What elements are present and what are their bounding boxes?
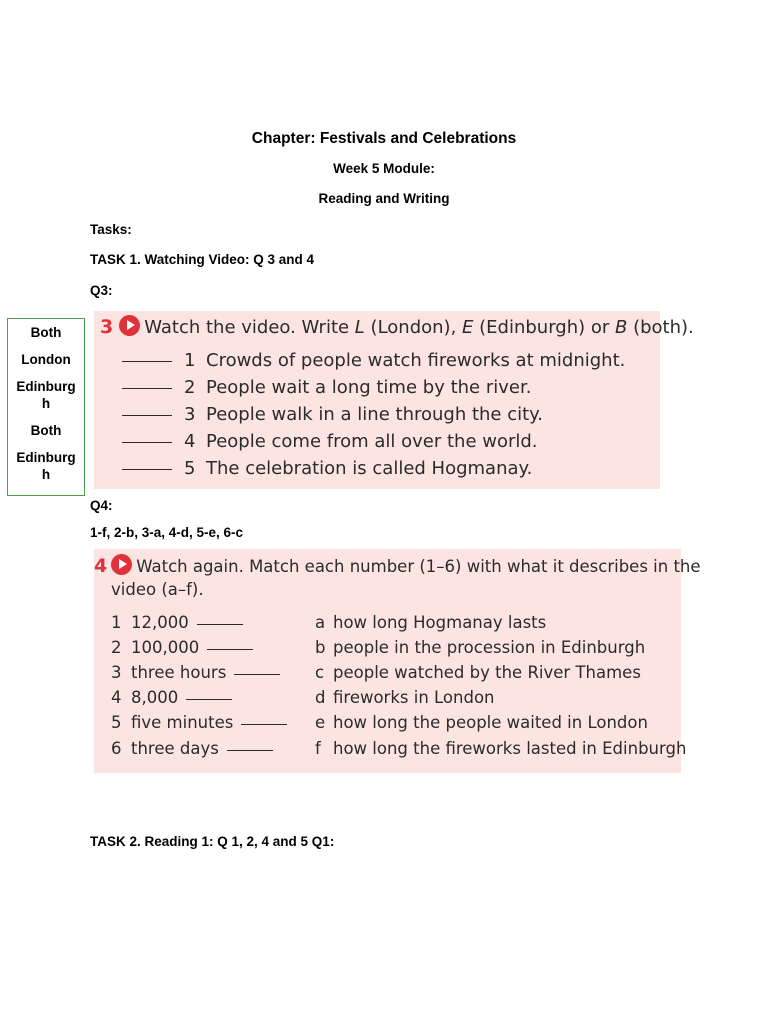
q4-answers: 1-f, 2-b, 3-a, 4-d, 5-e, 6-c xyxy=(90,525,244,540)
q3-item: 1 Crowds of people watch fireworks at midnight. xyxy=(122,350,625,371)
q4-number-item: 5 five minutes xyxy=(111,713,287,732)
skill-title: Reading and Writing xyxy=(318,191,450,206)
q4-number-item: 2 100,000 xyxy=(111,638,253,657)
answer-box xyxy=(7,318,85,496)
q4-label: Q4: xyxy=(90,498,113,513)
answer-blank xyxy=(122,388,172,389)
play-icon xyxy=(119,315,140,336)
answer-blank xyxy=(234,674,280,675)
q4-description-item: a how long Hogmanay lasts xyxy=(315,613,547,632)
module-title: Week 5 Module: xyxy=(333,161,435,176)
answer-blank xyxy=(207,649,253,650)
answer-blank xyxy=(241,724,287,725)
q3-item: 4 People come from all over the world. xyxy=(122,431,538,452)
answer-5: Edinburg h xyxy=(16,450,76,482)
answer-2: London xyxy=(21,352,71,367)
q4-instruction: 4 Watch again. Match each number (1–6) with what it describes in the xyxy=(94,555,701,577)
answer-blank xyxy=(122,415,172,416)
chapter-title: Chapter: Festivals and Celebrations xyxy=(251,130,517,147)
q4-description-item: e how long the people waited in London xyxy=(315,713,648,732)
q3-label: Q3: xyxy=(90,283,113,298)
answer-blank xyxy=(186,699,232,700)
q3-item: 3 People walk in a line through the city. xyxy=(122,404,543,425)
play-icon xyxy=(111,554,132,575)
q3-item: 5 The celebration is called Hogmanay. xyxy=(122,458,532,479)
answer-blank xyxy=(122,442,172,443)
q4-number-item: 3 three hours xyxy=(111,663,280,682)
task2-label: TASK 2. Reading 1: Q 1, 2, 4 and 5 Q1: xyxy=(90,834,335,849)
answer-4: Both xyxy=(30,423,62,438)
q4-instruction-line2: video (a–f). xyxy=(111,580,204,599)
q4-number-item: 4 8,000 xyxy=(111,688,232,707)
q3-number: 3 xyxy=(100,316,114,338)
answer-blank xyxy=(197,624,243,625)
q4-description-item: b people in the procession in Edinburgh xyxy=(315,638,646,657)
q4-number: 4 xyxy=(94,555,108,577)
q3-exercise-panel xyxy=(94,311,694,489)
q4-number-item: 6 three days xyxy=(111,739,273,758)
q3-instruction: 3 Watch the video. Write L (London), E (Edinburgh) or B (both). xyxy=(100,316,694,338)
q4-number-item: 1 12,000 xyxy=(111,613,243,632)
answer-blank xyxy=(122,361,172,362)
q4-description-item: c people watched by the River Thames xyxy=(315,663,641,682)
q4-description-item: f how long the fireworks lasted in Edinburgh xyxy=(315,739,687,758)
q4-exercise-panel xyxy=(94,549,701,773)
answer-1: Both xyxy=(30,325,62,340)
answer-3: Edinburg h xyxy=(16,379,76,411)
answer-blank xyxy=(227,750,273,751)
answer-blank xyxy=(122,469,172,470)
tasks-label: Tasks: xyxy=(90,222,132,237)
q3-item: 2 People wait a long time by the river. xyxy=(122,377,531,398)
q4-description-item: d fireworks in London xyxy=(315,688,495,707)
task1-label: TASK 1. Watching Video: Q 3 and 4 xyxy=(90,252,315,267)
